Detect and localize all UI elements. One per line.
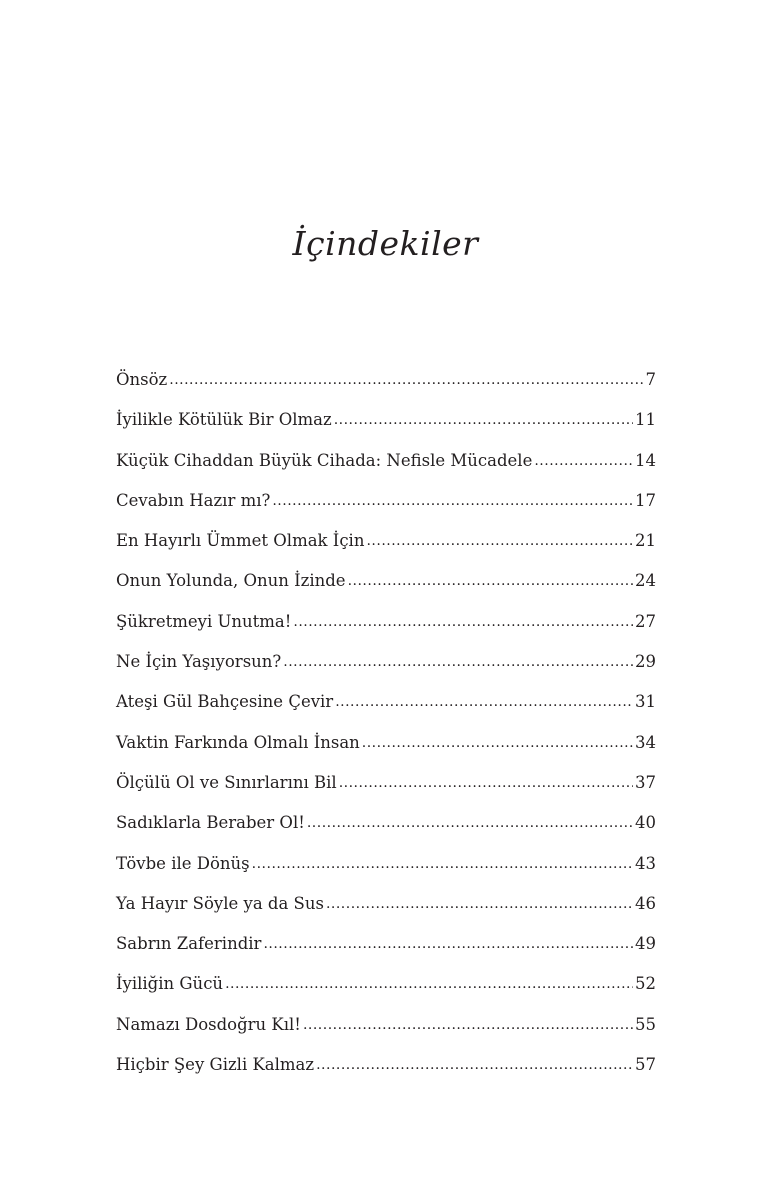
dot-leader	[339, 769, 633, 796]
dot-leader	[293, 608, 633, 635]
toc-entry-page-number: 49	[635, 934, 656, 954]
dot-leader	[348, 567, 633, 594]
toc-entry-title: Küçük Cihaddan Büyük Cihada: Nefisle Mücadele	[116, 450, 533, 470]
toc-entry-title: Tövbe ile Dönüş	[116, 853, 250, 873]
toc-entry-title: Sadıklarla Beraber Ol!	[116, 813, 305, 833]
toc-entry	[116, 810, 656, 850]
toc-entry	[116, 891, 656, 931]
toc-entry-title: İyiliğin Gücü	[116, 974, 224, 994]
toc-entry-title: Ölçülü Ol ve Sınırlarını Bil	[116, 772, 337, 792]
toc-entry-page-number: 55	[635, 1014, 656, 1034]
toc-entry-title: Namazı Dosdoğru Kıl!	[116, 1014, 301, 1034]
toc-entry-title: Ateşi Gül Bahçesine Çevir	[116, 692, 334, 712]
dot-leader	[326, 890, 633, 917]
toc-entry	[116, 1012, 656, 1052]
toc-entry	[116, 448, 656, 488]
dot-leader	[252, 850, 633, 877]
dot-leader	[316, 1051, 633, 1078]
dot-leader	[366, 527, 633, 554]
toc-entry-title: Vaktin Farkında Olmalı İnsan	[116, 732, 360, 752]
toc-entry-page-number: 43	[635, 853, 656, 873]
toc-entry	[116, 367, 656, 407]
toc-entry-page-number: 57	[635, 1055, 656, 1075]
toc-entry-page-number: 24	[635, 571, 656, 591]
toc-entry-page-number: 14	[635, 450, 656, 470]
toc-entry-page-number: 11	[635, 410, 656, 430]
toc-entry	[116, 649, 656, 689]
toc-entry-page-number: 52	[635, 974, 656, 994]
toc-entry-title: İyilikle Kötülük Bir Olmaz	[116, 410, 332, 430]
dot-leader	[263, 930, 633, 957]
dot-leader	[169, 366, 643, 393]
dot-leader	[335, 688, 633, 715]
toc-entry-page-number: 37	[635, 772, 656, 792]
toc-entry	[116, 488, 656, 528]
toc-entry	[116, 609, 656, 649]
toc-entry-title: En Hayırlı Ümmet Olmak İçin	[116, 531, 365, 551]
toc-entry	[116, 528, 656, 568]
toc-entry-page-number: 21	[635, 531, 656, 551]
toc-entry	[116, 407, 656, 447]
toc-entry-title: Önsöz	[116, 370, 168, 389]
toc-entry	[116, 770, 656, 810]
toc-entry-title: Sabrın Zaferindir	[116, 934, 262, 954]
toc-entry	[116, 730, 656, 770]
dot-leader	[307, 809, 633, 836]
dot-leader	[272, 487, 633, 514]
toc-entry-title: Şükretmeyi Unutma!	[116, 611, 292, 631]
toc-entry-page-number: 29	[635, 652, 656, 672]
dot-leader	[534, 447, 633, 474]
toc-entry	[116, 689, 656, 729]
page-title: İçindekiler	[292, 224, 479, 263]
toc-entry-title: Ne İçin Yaşıyorsun?	[116, 652, 282, 672]
dot-leader	[303, 1011, 633, 1038]
toc-entry	[116, 568, 656, 608]
toc-entry	[116, 971, 656, 1011]
toc-entry-title: Ya Hayır Söyle ya da Sus	[116, 893, 324, 913]
toc-entry-page-number: 34	[635, 732, 656, 752]
toc-entry	[116, 851, 656, 891]
toc-entry-title: Cevabın Hazır mı?	[116, 490, 271, 510]
toc-entry-page-number: 17	[635, 490, 656, 510]
toc-entry-page-number: 7	[645, 370, 656, 389]
toc-entry-title: Onun Yolunda, Onun İzinde	[116, 571, 346, 591]
dot-leader	[283, 648, 633, 675]
dot-leader	[362, 729, 633, 756]
toc-entry-page-number: 31	[635, 692, 656, 712]
table-of-contents	[116, 367, 656, 1092]
toc-entry-page-number: 46	[635, 893, 656, 913]
toc-entry	[116, 931, 656, 971]
toc-entry-title: Hiçbir Şey Gizli Kalmaz	[116, 1055, 315, 1075]
toc-entry	[116, 1052, 656, 1092]
toc-entry-page-number: 40	[635, 813, 656, 833]
dot-leader	[225, 970, 633, 997]
toc-entry-page-number: 27	[635, 611, 656, 631]
dot-leader	[334, 406, 633, 433]
